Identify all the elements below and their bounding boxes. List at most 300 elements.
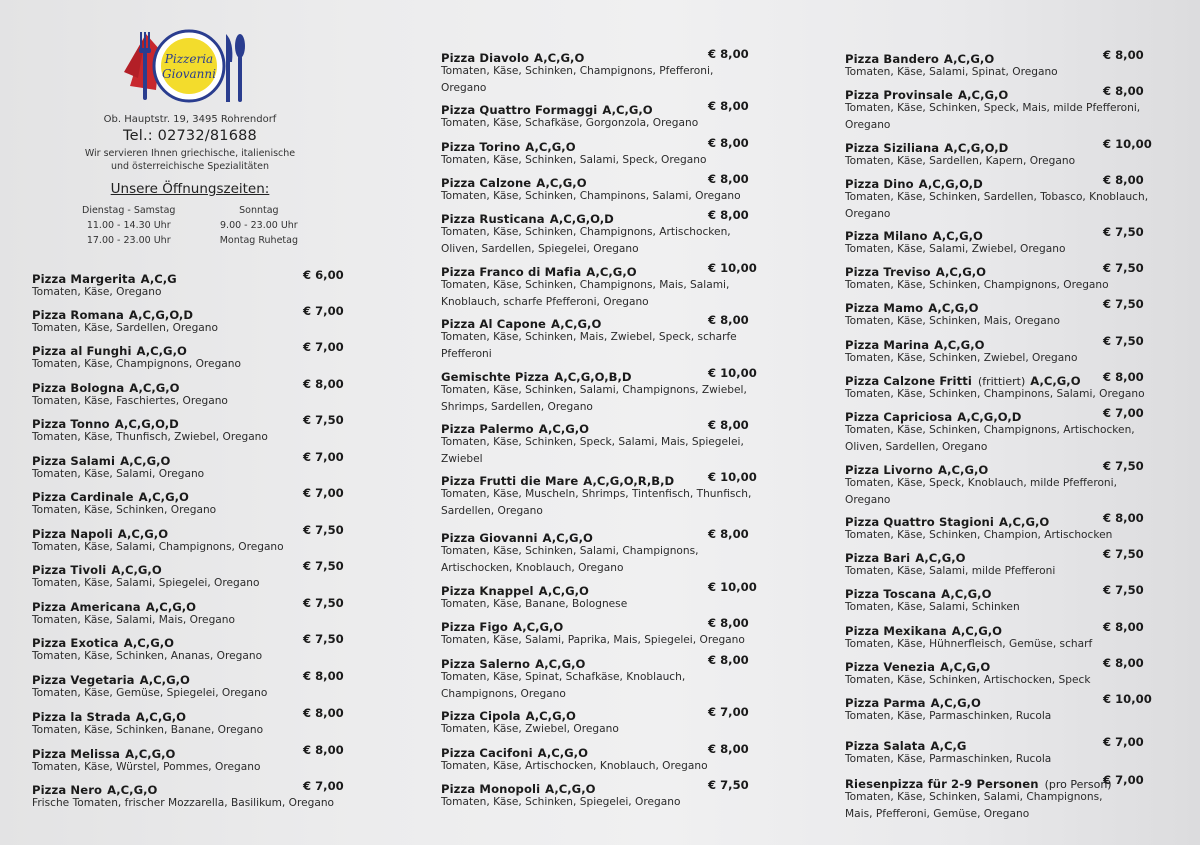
menu-item-price: € 10,00 [708,580,757,594]
menu-item-header [845,84,1155,100]
menu-item [441,742,759,775]
menu-item-header [845,173,1155,189]
menu-item-allergens: A,C,G,O [535,657,586,671]
hours-weekdays [82,203,175,248]
menu-item-name: Pizza Mamo [845,301,924,315]
menu-item [32,268,352,301]
menu-item-header [845,370,1155,386]
menu-item-name: Pizza Calzone Fritti [845,374,972,388]
menu-item [441,527,759,576]
menu-item-description: Tomaten, Käse, Schinken, Mais, Oregano [845,315,1060,327]
menu-item-allergens: A,C,G,O [135,710,186,724]
menu-item [32,413,352,446]
menu-item-header [845,297,1155,313]
menu-item-allergens: A,C,G,O [940,660,991,674]
menu-item-allergens: A,C,G,O [915,551,966,565]
menu-item [845,370,1155,403]
address: Ob. Hauptstr. 19, 3495 Rohrendorf [103,114,277,125]
menu-item-name: Pizza Tonno [32,417,110,431]
menu-item-price: € 7,50 [708,778,749,792]
menu-item-allergens: A,C,G,O [1030,374,1081,388]
menu-item-price: € 8,00 [303,706,344,720]
menu-item-description: Tomaten, Käse, Gemüse, Spiegelei, Oregano [32,687,268,699]
menu-item-description: Zwiebel [441,452,483,465]
menu-item-description: Tomaten, Käse, Oregano [32,286,162,298]
menu-item-description: Tomaten, Käse, Schinken, Spiegelei, Oregano [441,796,681,808]
menu-item-header [441,653,759,669]
menu-item [441,208,759,257]
menu-item-description: Oliven, Sardellen, Spiegelei, Oregano [441,242,639,255]
menu-item-allergens: A,C,G,O [602,103,653,117]
menu-item-name: Pizza Melissa [32,747,121,761]
menu-item-description: Oregano [845,207,891,220]
menu-item-header [845,334,1155,350]
menu-item-name: Pizza Quattro Stagioni [845,515,994,529]
menu-item [845,334,1155,367]
menu-item-allergens: A,C,G,O [139,673,190,687]
menu-item-price: € 7,00 [303,304,344,318]
hours-weekdays-evening: 17.00 - 23.00 Uhr [86,235,171,246]
menu-item-name: Pizza Figo [441,620,508,634]
menu-item-allergens: A,C,G,O,D [549,212,614,226]
menu-item [441,313,759,362]
menu-item-header [32,706,352,722]
menu-item-description: Tomaten, Käse, Parmaschinken, Rucola [845,753,1052,765]
menu-item-name: Pizza Bari [845,551,911,565]
menu-item-description: Tomaten, Käse, Schafkäse, Gorgonzola, Oregano [441,117,699,129]
menu-item [32,706,352,739]
menu-item [845,547,1155,580]
menu-item-allergens: A,C,G,O [998,515,1050,529]
menu-item-allergens: A,C,G,O [125,747,176,761]
menu-item-price: € 7,00 [303,340,344,354]
menu-item [32,486,352,519]
menu-item-name: Pizza Frutti die Mare [441,474,579,488]
menu-item-description: Oregano [845,118,891,131]
menu-item-description: Tomaten, Käse, Schinken, Speck, Mais, milde Pfefferoni, [845,102,1141,114]
menu-item-name: Pizza Palermo [441,422,534,436]
menu-item-price: € 8,00 [708,616,749,630]
menu-item-price: € 10,00 [1103,692,1152,706]
menu-item-description: Tomaten, Käse, Hühnerfleisch, Gemüse, scharf [845,638,1093,650]
tagline-line1: Wir servieren Ihnen griechische, italienische [84,148,296,159]
opening-hours [80,203,300,248]
menu-item-name: Pizza Torino [441,140,521,154]
menu-item-price: € 7,50 [1103,547,1144,561]
menu-item-description: Tomaten, Käse, Schinken, Oregano [32,504,217,516]
menu-item-header [441,208,759,224]
menu-item-description: Tomaten, Käse, Banane, Bolognese [441,598,628,610]
menu-item-header [845,261,1155,277]
menu-item-price: € 8,00 [708,208,749,222]
menu-item-price: € 7,50 [1103,334,1144,348]
menu-item [845,261,1155,294]
menu-item-description: Tomaten, Käse, Champignons, Oregano [32,358,241,370]
menu-item-description: Oliven, Sardellen, Oregano [845,440,988,453]
menu-item [441,366,759,415]
menu-item-price: € 7,00 [303,486,344,500]
menu-item-header [845,735,1155,751]
menu-item-description: Tomaten, Käse, Zwiebel, Oregano [441,723,619,735]
menu-item-header [32,523,352,539]
menu-item-price: € 7,00 [303,779,344,793]
menu-item-name: Pizza Salami [32,454,116,468]
menu-item-price: € 8,00 [1103,173,1144,187]
menu-item-header [32,669,352,685]
menu-item-header [441,136,759,152]
menu-item [32,304,352,337]
menu-item-description: Tomaten, Käse, Spinat, Schafkäse, Knoblauch, [441,671,686,683]
menu-item-description: Tomaten, Käse, Salami, Schinken [845,601,1020,613]
menu-item-description: Artischocken, Knoblauch, Oregano [441,561,624,574]
menu-item-price: € 8,00 [708,99,749,113]
menu-item-price: € 8,00 [708,527,749,541]
menu-item-header [441,705,759,721]
menu-item-note: (pro Person) [1044,778,1112,791]
menu-item [441,99,759,132]
menu-item-allergens: A,C,G,O [930,696,981,710]
menu-item-name: Gemischte Pizza [441,370,550,384]
menu-item-price: € 7,00 [1103,773,1144,787]
restaurant-header [80,28,300,248]
menu-item-allergens: A,C,G,O [525,709,576,723]
menu-item-price: € 10,00 [708,470,757,484]
menu-item [32,669,352,702]
menu-item [441,616,759,649]
menu-item-description: Tomaten, Käse, Muscheln, Shrimps, Tintenfisch, Thunfisch, [441,488,752,500]
menu-item-allergens: A,C,G,O [513,620,564,634]
menu-item [32,377,352,410]
menu-item-description: Tomaten, Käse, Faschiertes, Oregano [32,395,228,407]
menu-item-price: € 7,00 [303,450,344,464]
menu-item-name: Pizza Exotica [32,636,119,650]
menu-item-name: Pizza Salata [845,739,926,753]
hours-sunday [220,203,298,248]
menu-item-header [441,172,759,188]
menu-item-price: € 7,50 [1103,459,1144,473]
menu-item-allergens: A,C,G [140,272,177,286]
menu-item-name: Pizza Provinsale [845,88,953,102]
menu-item [32,523,352,556]
menu-item [845,583,1155,616]
menu-item [845,48,1155,81]
menu-item-description: Mais, Pfefferoni, Gemüse, Oregano [845,807,1030,820]
menu-item-allergens: A,C,G,O [107,783,158,797]
menu-item [845,656,1155,689]
menu-item-name: Pizza Cacifoni [441,746,533,760]
menu-item-allergens: A,C,G,O [951,624,1002,638]
menu-item [441,47,759,96]
menu-item-allergens: A,C,G,O [536,176,587,190]
menu-item-allergens: A,C,G,O [117,527,169,541]
menu-item-allergens: A,C,G,O [534,51,585,65]
menu-item [845,692,1155,725]
menu-item-description: Tomaten, Käse, Salami, Spiegelei, Oregano [32,577,260,589]
menu-item-price: € 10,00 [708,261,757,275]
menu-item-header [845,406,1155,422]
hours-sunday-time: 9.00 - 23.00 Uhr [220,220,298,231]
menu-item-description: Tomaten, Käse, Schinken, Artischocken, Speck [845,674,1091,686]
menu-item-description: Tomaten, Käse, Sardellen, Kapern, Oregano [845,155,1076,167]
menu-item [32,450,352,483]
menu-item-header [32,743,352,759]
menu-item-description: Tomaten, Käse, Salami, Spinat, Oregano [845,66,1058,78]
menu-item-price: € 8,00 [708,313,749,327]
menu-item-name: Pizza Treviso [845,265,931,279]
menu-item-header [32,450,352,466]
menu-item-description: Oregano [441,81,487,94]
menu-item [845,406,1155,455]
menu-item-price: € 8,00 [708,47,749,61]
menu-item-name: Pizza Parma [845,696,926,710]
menu-item-description: Tomaten, Käse, Salami, milde Pfefferoni [845,565,1056,577]
menu-item-price: € 7,00 [1103,735,1144,749]
menu-item-allergens: A,C,G,O [538,422,590,436]
menu-item-header [845,511,1155,527]
menu-item-price: € 7,50 [303,596,344,610]
menu-item-description: Tomaten, Käse, Schinken, Salami, Champignons, Zwiebel, [441,384,747,396]
menu-item-header [845,137,1155,153]
menu-item-allergens: A,C,G,O [932,229,983,243]
menu-item [845,173,1155,222]
menu-item-price: € 7,50 [1103,261,1144,275]
menu-item-name: Pizza Diavolo [441,51,530,65]
menu-item-allergens: A,C,G,O [537,746,588,760]
menu-item-description: Tomaten, Käse, Parmaschinken, Rucola [845,710,1052,722]
menu-item-header [441,778,759,794]
menu-item-name: Pizza Cardinale [32,490,134,504]
menu-item [845,459,1155,508]
menu-item-description: Tomaten, Käse, Salami, Zwiebel, Oregano [845,243,1066,255]
menu-item-header [845,773,1155,789]
menu-item-allergens: A,C,G,O [935,265,987,279]
menu-item-description: Tomaten, Käse, Schinken, Champion, Artischocken [845,529,1113,541]
menu-item-price: € 8,00 [1103,370,1144,384]
menu-item-description: Pfefferoni [441,347,492,360]
menu-item [441,705,759,738]
menu-item-allergens: A,C,G,O [941,587,992,601]
phone-number: Tel.: 02732/81688 [123,128,257,144]
menu-item-description: Tomaten, Käse, Würstel, Pommes, Oregano [32,761,261,773]
menu-item-description: Tomaten, Käse, Thunfisch, Zwiebel, Oregano [32,431,268,443]
menu-item-name: Riesenpizza für 2-9 Personen [845,777,1039,791]
menu-item-description: Shrimps, Sardellen, Oregano [441,400,593,413]
menu-item-price: € 8,00 [708,172,749,186]
menu-item-description: Tomaten, Käse, Schinken, Champignons, Mais, Salami, [441,279,730,291]
menu-item-description: Tomaten, Käse, Schinken, Salami, Speck, Oregano [441,154,707,166]
menu-item-name: Pizza Milano [845,229,928,243]
menu-item-allergens: A,C,G,O [136,344,187,358]
menu-item-description: Tomaten, Käse, Salami, Oregano [32,468,205,480]
menu-item-price: € 6,00 [303,268,344,282]
menu-item [441,653,759,702]
menu-item-price: € 7,50 [303,632,344,646]
menu-item-price: € 7,50 [1103,583,1144,597]
menu-item-allergens: A,C,G,O [551,317,602,331]
menu-item-name: Pizza Americana [32,600,141,614]
menu-item [441,580,759,613]
menu-item-header [32,304,352,320]
menu-item-allergens: A,C,G,O [120,454,171,468]
menu-item-header [32,779,352,795]
menu-item-allergens: A,C,G,O,D [944,141,1009,155]
menu-item-name: Pizza la Strada [32,710,131,724]
menu-item-description: Tomaten, Käse, Schinken, Zwiebel, Oregano [845,352,1078,364]
menu-item [845,511,1155,544]
menu-item-header [32,486,352,502]
menu-item-allergens: A,C,G,O [586,265,637,279]
menu-item-name: Pizza Toscana [845,587,937,601]
menu-item-description: Tomaten, Käse, Schinken, Champignons, Artischocken, [441,226,731,238]
menu-item-allergens: A,C,G,O [123,636,174,650]
menu-item [441,418,759,467]
menu-item-description: Tomaten, Käse, Schinken, Champignons, Pfefferoni, [441,65,714,77]
menu-item-allergens: A,C,G,O,D [957,410,1022,424]
menu-item-allergens: A,C,G,O,R,B,D [583,474,675,488]
menu-item-description: Frische Tomaten, frischer Mozzarella, Basilikum, Oregano [32,797,335,809]
menu-item-header [845,583,1155,599]
menu-item-description: Tomaten, Käse, Schinken, Sardellen, Tobasco, Knoblauch, [845,191,1149,203]
menu-item [441,172,759,205]
menu-item-header [32,559,352,575]
menu-item [32,779,352,812]
menu-item-price: € 8,00 [303,669,344,683]
menu-item [32,596,352,629]
menu-item [845,735,1155,768]
menu-item-name: Pizza Margerita [32,272,136,286]
menu-item-allergens: A,C,G,O [525,140,576,154]
hours-sunday-label: Sonntag [239,205,279,216]
menu-item-description: Tomaten, Käse, Schinken, Banane, Oregano [32,724,264,736]
logo-text-pizzeria: Pizzeria [164,52,214,66]
menu-item-price: € 8,00 [708,136,749,150]
menu-item [845,773,1155,822]
menu-item-description: Tomaten, Käse, Schinken, Salami, Champignons, [441,545,699,557]
menu-item-price: € 8,00 [708,653,749,667]
menu-item-allergens: A,C,G,O [538,584,589,598]
menu-item-description: Tomaten, Käse, Salami, Champignons, Oregano [32,541,284,553]
menu-item-header [441,580,759,596]
menu-item [441,778,759,811]
menu-item-allergens: A,C,G,O [129,381,180,395]
pizzeria-logo [116,28,246,108]
menu-item-name: Pizza Monopoli [441,782,541,796]
menu-item-price: € 8,00 [1103,620,1144,634]
menu-item [32,559,352,592]
menu-item [845,620,1155,653]
menu-item-price: € 7,00 [708,705,749,719]
menu-item-name: Pizza Dino [845,177,914,191]
menu-item-name: Pizza Franco di Mafia [441,265,582,279]
menu-item-allergens: A,C,G,O [542,531,593,545]
menu-item-name: Pizza Calzone [441,176,532,190]
menu-item-price: € 10,00 [1103,137,1152,151]
menu-item-price: € 7,50 [303,413,344,427]
menu-item [441,261,759,310]
menu-item-name: Pizza Knappel [441,584,534,598]
menu-item [32,743,352,776]
menu-item-price: € 10,00 [708,366,757,380]
menu-item-price: € 8,00 [1103,511,1144,525]
menu-item-price: € 7,50 [303,559,344,573]
menu-item-header [441,616,759,632]
menu-item-description: Tomaten, Käse, Schinken, Champignons, Oregano [845,279,1109,291]
menu-item-name: Pizza Giovanni [441,531,538,545]
menu-item [845,225,1155,258]
menu-item-header [32,377,352,393]
hours-monday-closed: Montag Ruhetag [219,235,298,246]
menu-item-header [845,620,1155,636]
menu-item-price: € 8,00 [708,418,749,432]
menu-item-name: Pizza Rusticana [441,212,545,226]
menu-item-price: € 8,00 [1103,84,1144,98]
menu-item-description: Tomaten, Käse, Schinken, Ananas, Oregano [32,650,263,662]
menu-item-allergens: A,C,G,O [943,52,995,66]
menu-item-price: € 8,00 [708,742,749,756]
menu-item [441,470,759,519]
menu-item-name: Pizza Romana [32,308,124,322]
menu-item-description: Tomaten, Käse, Sardellen, Oregano [32,322,218,334]
menu-item-description: Sardellen, Oregano [441,504,543,517]
menu-item-allergens: A,C,G,O,B,D [554,370,632,384]
menu-item-name: Pizza Salerno [441,657,531,671]
menu-item-header [441,261,759,277]
menu-item-name: Pizza Cipola [441,709,521,723]
menu-item-price: € 8,00 [1103,48,1144,62]
menu-item-header [441,313,759,329]
menu-item-allergens: A,C,G,O [957,88,1009,102]
menu-item-header [845,692,1155,708]
menu-item-price: € 7,50 [1103,297,1144,311]
menu-item [845,297,1155,330]
menu-item-name: Pizza Siziliana [845,141,940,155]
menu-item-description: Knoblauch, scharfe Pfefferoni, Oregano [441,295,649,308]
hours-weekdays-lunch: 11.00 - 14.30 Uhr [86,220,171,231]
hours-weekdays-label: Dienstag - Samstag [82,205,176,216]
tagline-line2: und österreichische Spezialitäten [110,161,270,172]
logo-text-giovanni: Giovanni [162,67,216,81]
menu-item-name: Pizza Bologna [32,381,125,395]
menu-item-name: Pizza Quattro Formaggi [441,103,598,117]
menu-item-price: € 7,50 [303,523,344,537]
menu-item-header [32,340,352,356]
menu-item-header [845,656,1155,672]
menu-item-name: Pizza Capriciosa [845,410,953,424]
menu-item-description: Tomaten, Käse, Schinken, Champinons, Salami, Oregano [845,388,1145,400]
menu-item-header [441,366,759,382]
menu-item-header [845,225,1155,241]
menu-item-price: € 8,00 [1103,656,1144,670]
menu-item-description: Oregano [845,493,891,506]
tagline [80,147,300,173]
menu-item-header [441,418,759,434]
menu-item [32,340,352,373]
logo-graphic [116,28,246,108]
menu-item-allergens: A,C,G,O [138,490,189,504]
menu-item [845,84,1155,133]
menu-item-header [845,547,1155,563]
menu-item-name: Pizza al Funghi [32,344,132,358]
menu-item-header [441,527,759,543]
menu-item-description: Tomaten, Käse, Schinken, Champignons, Artischocken, [845,424,1135,436]
menu-item-header [845,48,1155,64]
menu-item-allergens: A,C,G,O [545,782,596,796]
menu-item-allergens: A,C,G,O [934,338,985,352]
menu-item-description: Tomaten, Käse, Schinken, Speck, Salami, Mais, Spiegelei, [441,436,744,448]
menu-item-price: € 7,50 [1103,225,1144,239]
menu-item-header [32,596,352,612]
menu-item-name: Pizza Venezia [845,660,935,674]
